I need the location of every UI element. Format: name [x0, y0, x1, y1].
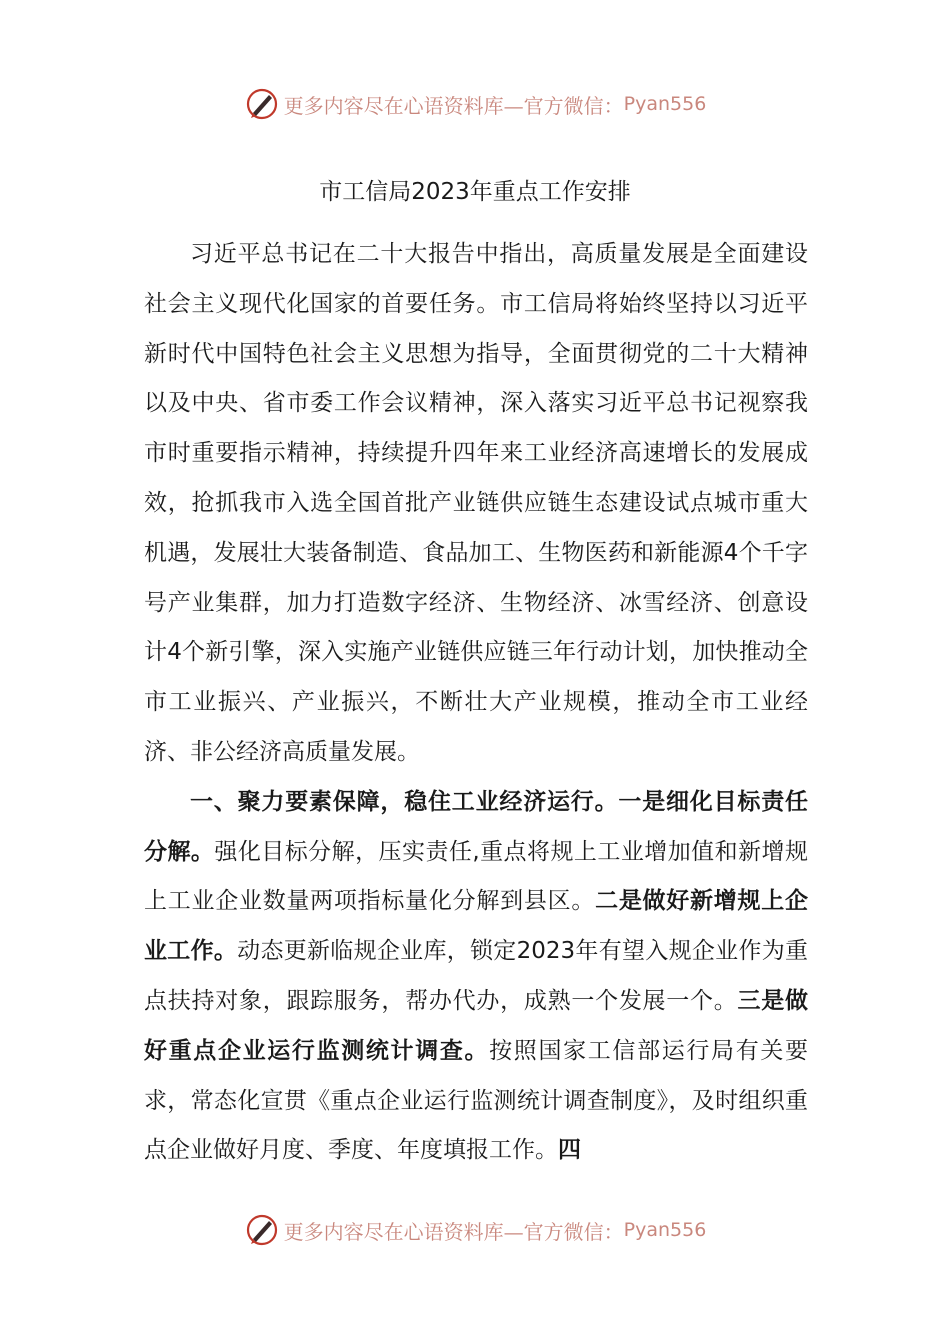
- paragraph-text: 习近平总书记在二十大报告中指出，高质量发展是全面建设社会主义现代化国家的首要任务。市工信局将始终坚持以习近平新时代中国特色社会主义思想为指导，全面贯彻党的二十大精神以及中央、省市委工作会议精神，深入落实习近平总书记视察我市时重要指示精神，持续提升四年来工业经济高速增长的发展成效，抢抓我市入选全国首批产业链供应链生态建设试点城市重大机遇，发展壮大装备制造、食品加工、生物医药和新能源4个千字号产业集群，加力打造数字经济、生物经济、冰雪经济、创意设计4个新引擎，深入实施产业链供应链三年行动计划，加快推动全市工业振兴、产业振兴，不断壮大产业规模，推动全市工业经济、非公经济高质量发展。: [144, 241, 808, 765]
- paragraph-text: 强化目标分解，压实责任,重点将规上工业增加值和新增规上工业企业数量两项指标量化分解到县区。: [144, 838, 808, 915]
- watermark-banner-bottom: [0, 1210, 950, 1250]
- paragraph-intro: [144, 230, 808, 778]
- watermark-wechat-id: Pyan556: [623, 1219, 707, 1241]
- paragraph-section-one: [144, 778, 808, 1176]
- paragraph-text: 动态更新临规企业库，锁定2023年有望入规企业作为重点扶持对象，跟踪服务，帮办代办，成熟一个发展一个。: [144, 938, 808, 1014]
- document-title: 市工信局2023年重点工作安排: [319, 179, 631, 205]
- paragraph-text: 按照国家工信部运行局有关要求，常态化宣贯《重点企业运行监测统计调查制度》，及时组织重点企业做好月度、季度、年度填报工作。: [144, 1037, 809, 1164]
- item-heading: 二是做好新增规上企业工作。: [144, 888, 809, 965]
- watermark-text: 更多内容尽在心语资料库—官方微信：: [283, 93, 624, 118]
- section-heading: 一、聚力要素保障，稳住工业经济运行。一是细化目标责任分解。: [144, 788, 808, 865]
- pen-circle-logo-icon: [244, 86, 280, 122]
- document-body: [144, 230, 808, 1176]
- pen-circle-logo-icon: [244, 1212, 280, 1248]
- item-heading: 四: [558, 1137, 581, 1164]
- watermark-wechat-id: Pyan556: [623, 93, 707, 115]
- watermark-banner-top: [0, 84, 950, 124]
- item-heading: 三是做好重点企业运行监测统计调查。: [144, 987, 809, 1064]
- watermark-text: 更多内容尽在心语资料库—官方微信：: [283, 1219, 624, 1244]
